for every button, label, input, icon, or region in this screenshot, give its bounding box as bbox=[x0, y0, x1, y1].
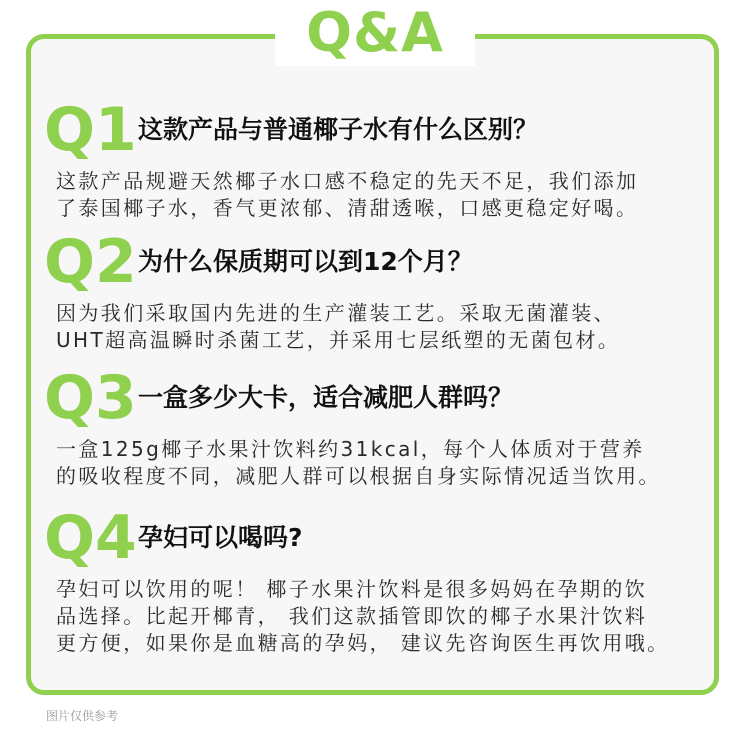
question-row bbox=[44, 228, 704, 296]
question-row bbox=[44, 504, 704, 572]
answer-text bbox=[44, 576, 704, 657]
question-row bbox=[44, 96, 704, 164]
answer-line: 一盒125g椰子水果汁饮料约31kcal，每个人体质对于营养 bbox=[56, 437, 645, 461]
question-number: Q2 bbox=[44, 227, 137, 297]
qa-block-4 bbox=[44, 504, 704, 657]
answer-line: 这款产品规避天然椰子水口感不稳定的先天不足，我们添加 bbox=[56, 169, 639, 193]
answer-line: 了泰国椰子水，香气更浓郁、清甜透喉，口感更稳定好喝。 bbox=[56, 196, 639, 220]
answer-line: UHT超高温瞬时杀菌工艺，并采用七层纸塑的无菌包材。 bbox=[56, 328, 621, 352]
question-number: Q3 bbox=[44, 363, 137, 433]
qa-block-3 bbox=[44, 364, 704, 490]
question-text: 一盒多少大卡，适合减肥人群吗？ bbox=[138, 383, 514, 412]
answer-line: 孕妇可以饮用的呢！ 椰子水果汁饮料是很多妈妈在孕期的饮 bbox=[56, 577, 648, 601]
question-text: 为什么保质期可以到12个月？ bbox=[138, 247, 473, 276]
qa-block-1 bbox=[44, 96, 704, 222]
answer-line: 的吸收程度不同，减肥人群可以根据自身实际情况适当饮用。 bbox=[56, 464, 661, 488]
answer-text bbox=[44, 436, 704, 490]
answer-line: 因为我们采取国内先进的生产灌装工艺。采取无菌灌装、 bbox=[56, 301, 616, 325]
answer-text bbox=[44, 300, 704, 354]
question-row bbox=[44, 364, 704, 432]
question-number: Q1 bbox=[44, 95, 137, 165]
question-number: Q4 bbox=[44, 503, 137, 573]
question-text: 孕妇可以喝吗? bbox=[138, 523, 303, 552]
image-disclaimer: 图片仅供参考 bbox=[46, 709, 119, 723]
question-text: 这款产品与普通椰子水有什么区别？ bbox=[138, 115, 539, 144]
answer-text bbox=[44, 168, 704, 222]
page-title: Q&A bbox=[275, 0, 475, 66]
qa-block-2 bbox=[44, 228, 704, 354]
answer-line: 更方便，如果你是血糖高的孕妈， 建议先咨询医生再饮用哦。 bbox=[56, 631, 670, 655]
answer-line: 品选择。比起开椰青， 我们这款插管即饮的椰子水果汁饮料 bbox=[56, 604, 648, 628]
